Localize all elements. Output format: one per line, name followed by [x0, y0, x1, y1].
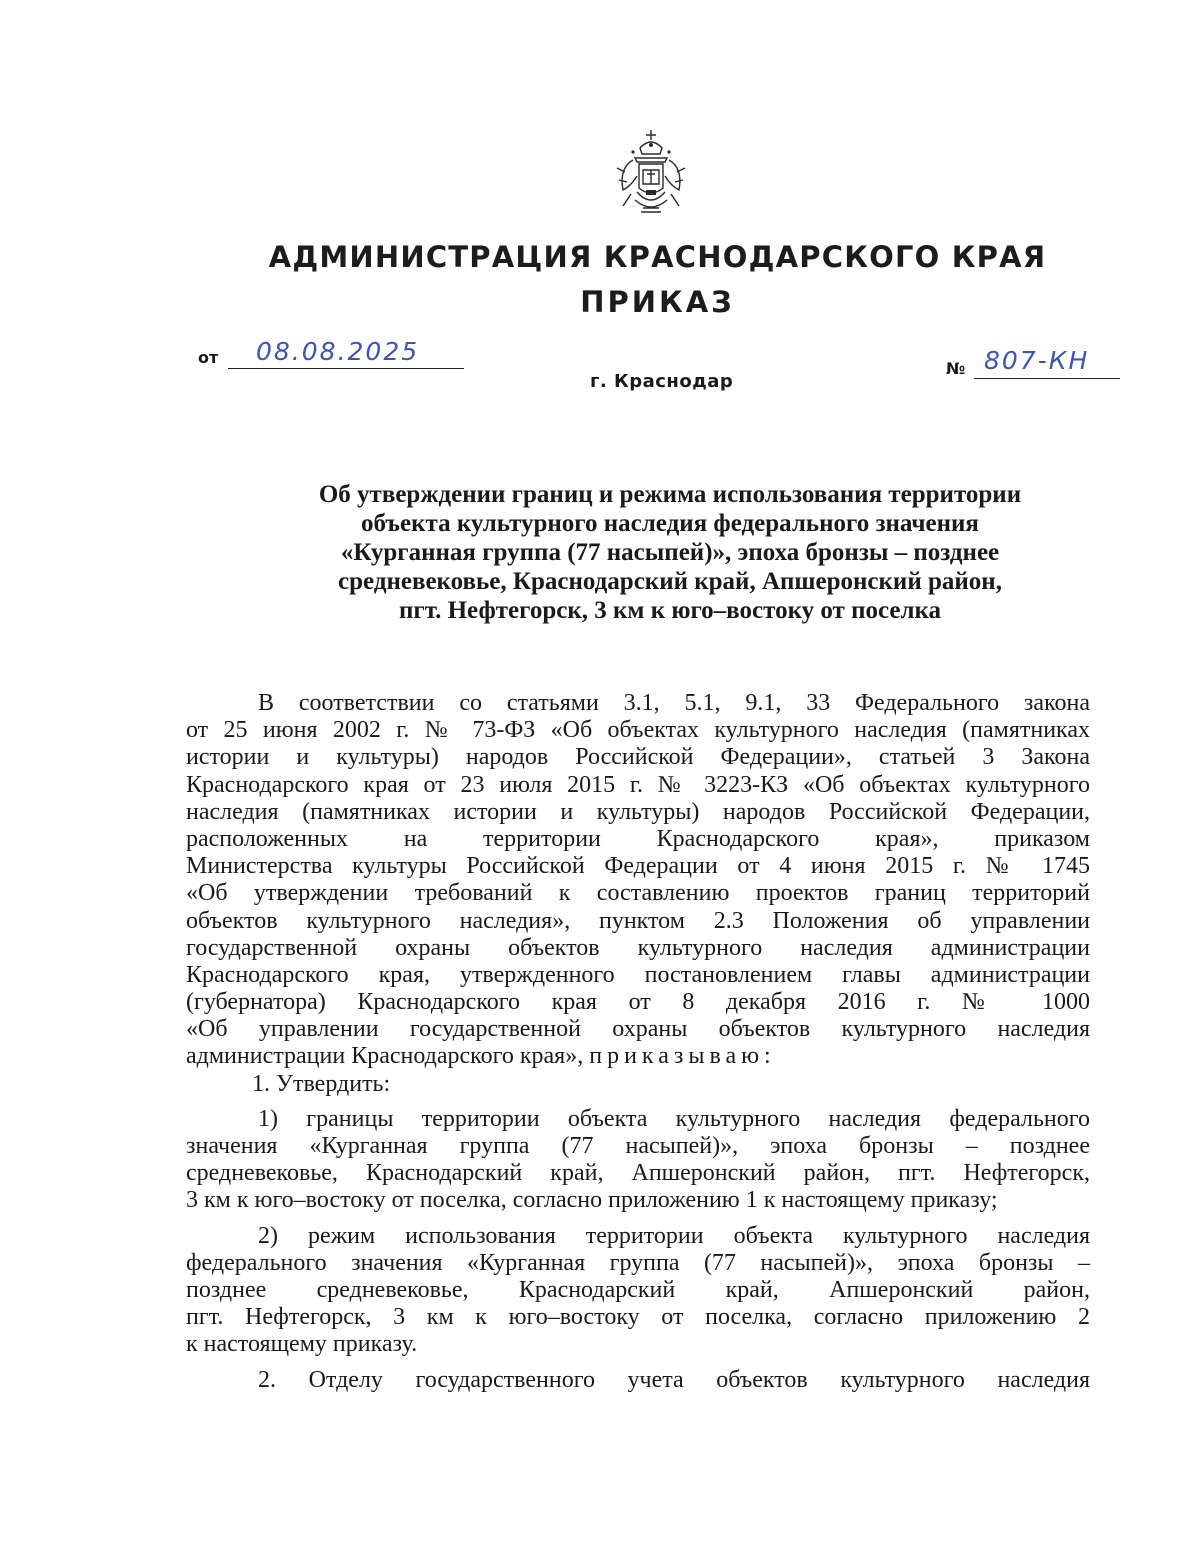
item-1-title: 1. Утвердить: [252, 1070, 391, 1097]
text-line: «Об утверждении требований к составлению проектов границ территорий [186, 880, 1090, 907]
text-line: Краснодарского края от 23 июля 2015 г. № 3223-КЗ «Об объектах культурного [186, 771, 1090, 798]
text-line: «Об управлении государственной охраны объектов культурного наследия [186, 1016, 1090, 1043]
preamble-paragraph [186, 690, 1090, 1071]
text-line: Министерства культуры Российской Федерации от 4 июня 2015 г. № 1745 [186, 853, 1090, 880]
date-underline [228, 368, 464, 369]
text-line: наследия (памятниках истории и культуры) народов Российской Федерации, [186, 798, 1090, 825]
document-type: ПРИКАЗ [580, 285, 735, 319]
text-line: истории и культуры) народов Российской Федерации», статьей 3 Закона [186, 744, 1090, 771]
text-line: 3 км к юго–востоку от поселка, согласно приложению 1 к настоящему приказу; [186, 1187, 998, 1214]
text-line: от 25 июня 2002 г. № 73-ФЗ «Об объектах культурного наследия (памятниках [186, 717, 1090, 744]
item-2-line: 2. Отделу государственного учета объектов культурного наследия [258, 1366, 1090, 1393]
date-prefix: от [198, 348, 219, 367]
text-line: к настоящему приказу. [186, 1331, 418, 1358]
text-line: 2) режим использования территории объекта культурного наследия [258, 1222, 1090, 1249]
text-line: Краснодарского края, утвержденного постановлением главы администрации [186, 961, 1090, 988]
preamble-end: администрации Краснодарского края», [186, 1043, 584, 1070]
number-prefix: № [946, 359, 966, 378]
coat-of-arms-emblem [613, 128, 689, 220]
handwritten-date: 08.08.2025 [256, 337, 420, 366]
text-line [186, 1043, 1090, 1070]
text-line: 1) границы территории объекта культурного наследия федерального [258, 1105, 1090, 1132]
handwritten-number: 807-КН [984, 346, 1090, 375]
document-body [186, 690, 1090, 1394]
heading-line: объекта культурного наследия федерального значения [361, 510, 979, 537]
city-label: г. Краснодар [590, 371, 734, 392]
text-line: государственной охраны объектов культурного наследия администрации [186, 934, 1090, 961]
heading-line: пгт. Нефтегорск, 3 км к юго–востоку от поселка [398, 597, 942, 624]
text-line: федерального значения «Курганная группа (77 насыпей)», эпоха бронзы – [186, 1249, 1090, 1276]
text-line: (губернатора) Краснодарского края от 8 декабря 2016 г. № 1000 [186, 989, 1090, 1016]
text-line: средневековье, Краснодарский край, Апшеронский район, пгт. Нефтегорск, [186, 1160, 1090, 1187]
heading-line: средневековье, Краснодарский край, Апшеронский район, [338, 568, 1002, 595]
document-heading [230, 480, 1110, 625]
text-line: объектов культурного наследия», пунктом 2.3 Положения об управлении [186, 907, 1090, 934]
decree-word: приказываю: [589, 1043, 776, 1070]
organization-title: АДМИНИСТРАЦИЯ КРАСНОДАРСКОГО КРАЯ [268, 240, 1047, 274]
text-line: пгт. Нефтегорск, 3 км к юго–востоку от поселка, согласно приложению 2 [186, 1304, 1090, 1331]
item-1-1-paragraph [186, 1106, 1090, 1215]
text-line: позднее средневековье, Краснодарский край, Апшеронский район, [186, 1276, 1090, 1303]
text-line: расположенных на территории Краснодарского края», приказом [186, 825, 1090, 852]
heading-line: «Курганная группа (77 насыпей)», эпоха бронзы – позднее [340, 539, 1000, 566]
text-line: В соответствии со статьями 3.1, 5.1, 9.1, 33 Федерального закона [258, 690, 1090, 716]
heading-line: Об утверждении границ и режима использования территории [318, 481, 1022, 508]
number-underline [974, 378, 1120, 379]
item-1-2-paragraph [186, 1223, 1090, 1359]
text-line: значения «Курганная группа (77 насыпей)», эпоха бронзы – позднее [186, 1133, 1090, 1159]
